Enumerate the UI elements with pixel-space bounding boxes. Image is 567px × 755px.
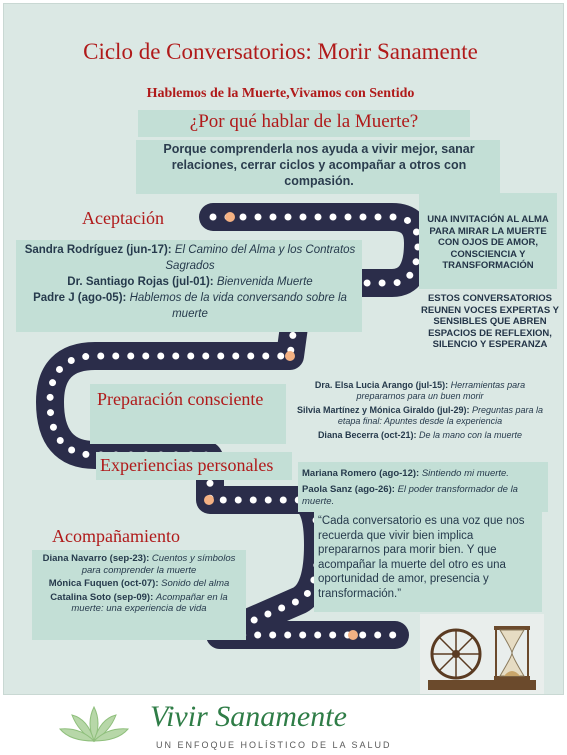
answer-text: Porque comprenderla nos ayuda a vivir mejor, sanar relaciones, cerrar ciclos y acompañar a otros con compasión. <box>163 142 475 188</box>
talk-item: Silvia Martínez y Mónica Giraldo (jul-29): Preguntas para la etapa final: Apuntes desde la experiencia <box>296 405 544 426</box>
brand-tagline: UN ENFOQUE HOLÍSTICO DE LA SALUD <box>156 740 392 750</box>
side-note-invitation: UNA INVITACIÓN AL ALMA PARA MIRAR LA MUERTE CON OJOS DE AMOR, CONSCIENCIA Y TRANSFORMACIÓN <box>427 214 549 271</box>
talk-item: Mónica Fuquen (oct-07): Sonido del alma <box>48 578 230 589</box>
talk-item: Dr. Santiago Rojas (jul-01): Bienvenida Muerte <box>67 276 313 288</box>
closing-quote: “Cada conversatorio es una voz que nos recuerda que vivir bien implica prepararnos para morir bien. Y que acompañar la muerte del otro es una oportunidad de amor, presencia y transformación.” <box>318 515 525 600</box>
road-marker-dot <box>225 212 235 222</box>
talk-item: Sandra Rodríguez (jun-17): El Camino del Alma y los Contratos Sagrados <box>24 244 356 272</box>
section-heading-preparacion: Preparación consciente <box>97 389 264 409</box>
talk-item: Diana Becerra (oct-21): De la mano con la muerte <box>317 430 523 440</box>
lotus-icon <box>56 701 132 751</box>
talks-experiencias <box>302 468 546 508</box>
talk-item: Diana Navarro (sep-23): Cuentos y símbolos para comprender la muerte <box>42 553 236 576</box>
road-marker-dot <box>285 351 295 361</box>
talks-preparacion <box>292 380 548 441</box>
section-heading-experiencias: Experiencias personales <box>100 455 274 475</box>
hourglass-illustration <box>420 614 544 694</box>
road-marker-dot <box>204 495 214 505</box>
page-title: Ciclo de Conversatorios: Morir Sanamente <box>83 39 478 64</box>
page-subtitle: Hablemos de la Muerte,Vivamos con Sentido <box>146 86 415 101</box>
road-marker-dot <box>348 630 358 640</box>
talk-item: Mariana Romero (ago-12): Sintiendo mi muerte. <box>302 468 509 479</box>
talk-item: Padre J (ago-05): Hablemos de la vida conversando sobre la muerte <box>33 292 347 320</box>
side-note-voices: ESTOS CONVERSATORIOS REUNEN VOCES EXPERTAS Y SENSIBLES QUE ABREN ESPACIOS DE REFLEXION, SILENCIO Y ESPERANZA <box>421 293 559 350</box>
section-heading-aceptacion: Aceptación <box>82 208 164 228</box>
talk-item: Paola Sanz (ago-26): El poder transformador de la muerte. <box>302 484 518 507</box>
talk-item: Catalina Soto (sep-09): Acompañar en la muerte: una experiencia de vida <box>50 591 228 614</box>
section-heading-acompanamiento: Acompañamiento <box>52 526 180 546</box>
hourglass-icon <box>420 614 544 694</box>
brand-name: Vivir Sanamente <box>150 700 347 733</box>
talks-aceptacion <box>20 242 360 322</box>
talk-item: Dra. Elsa Lucia Arango (jul-15): Herramientas para prepararnos para un buen morir <box>314 380 526 401</box>
talks-acompanamiento <box>34 553 244 615</box>
question-heading: ¿Por qué hablar de la Muerte? <box>189 111 419 132</box>
